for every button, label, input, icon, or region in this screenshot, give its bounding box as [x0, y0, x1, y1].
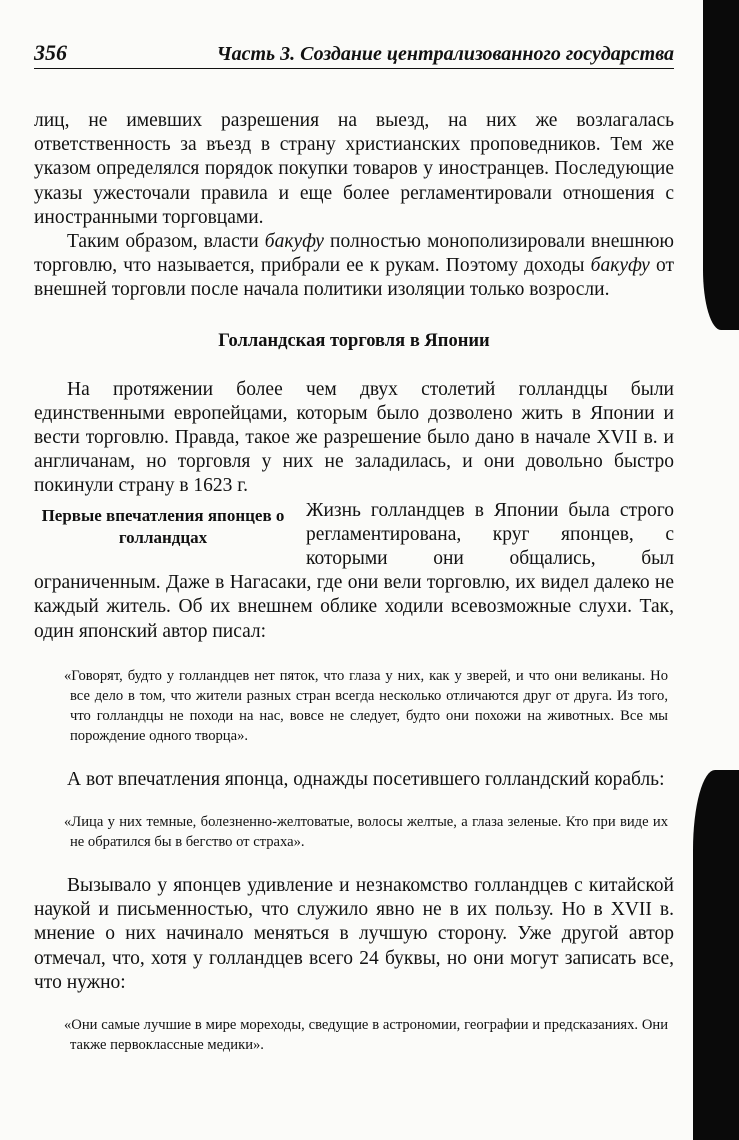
quote-3: «Они самые лучшие в мире мореходы, сведущие в астрономии, географии и предсказаниях. Они также первоклассные медики».	[64, 1017, 668, 1054]
paragraph-6: Вызывало у японцев удивление и незнакомство голландцев с китайской наукой и письменностью, что служило явно не в их пользу. Но в XVII в. мнение о них начинало меняться в лучшую сторону. Уже другой автор отмечал, что, хотя у голландцев всего 24 буквы, но они могут записать все, что нужно:	[34, 875, 674, 993]
quote-2: «Лица у них темные, болезненно-желтоватые, волосы желтые, а глаза зеленые. Кто при виде их не обратился бы в бегство от страха».	[64, 814, 668, 851]
term-bakufu: бакуфу	[264, 231, 324, 253]
scan-edge-shadow-top	[703, 0, 739, 330]
margin-heading: Первые впечатления японцев о голландцах	[41, 505, 285, 547]
paragraph-2-part-b: полностью монополизировали внешнюю торговлю, что называется, прибрали ее к рукам. Поэтому доходы	[34, 231, 674, 277]
section-title: Голландская торговля в Японии	[218, 330, 490, 351]
quote-1: «Говорят, будто у голландцев нет пяток, что глаза у них, как у зверей, и что они великаны. Но все дело в том, что жители разных стран всегда несколько отличаются друг от друга. Из того, что голландцы не походи на нас, вовсе не следует, будто они похожи на животных. Все мы порождение одного творца».	[64, 667, 668, 744]
term-bakufu: бакуфу	[590, 255, 650, 277]
paragraph-2-part-a: Таким образом, власти	[67, 231, 265, 253]
paragraph-2	[34, 230, 674, 303]
page-number: 356	[34, 40, 67, 65]
paragraph-3: На протяжении более чем двух столетий голландцы были единственными европейцами, которым было дозволено жить в Японии и вести торговлю. Правда, такое же разрешение было дано в начале XVII в. и англичанам, но торговля у них не заладилась, и они довольно быстро покинули страну в 1623 г.	[34, 378, 674, 497]
paragraph-1: лиц, не имевших разрешения на выезд, на них же возлагалась ответственность за въезд в страну христианских проповедников. Тем же указом определялся порядок покупки товаров у иностранцев. Последующие указы ужесточали правила и еще более регламентировали отношения с иностранными торговцами.	[34, 110, 674, 228]
running-title: Часть 3. Создание централизованного государства	[216, 43, 674, 65]
running-header	[34, 40, 674, 69]
paragraph-5: А вот впечатления японца, однажды посетившего голландский корабль:	[67, 768, 665, 790]
paragraph-2-part-c: от внешней торговли после начала политики изоляции только возросли.	[34, 255, 675, 301]
scan-edge-shadow-bottom	[693, 770, 739, 1140]
book-page	[34, 40, 674, 1077]
paragraph-4: Жизнь голландцев в Японии была строго регламентирована, круг японцев, с которыми они общались, был ограниченным. Даже в Нагасаки, где они вели торговлю, их видел далеко не каждый житель. Об их внешнем облике ходили всевозможные слухи. Так, один японский автор писал:	[34, 499, 674, 642]
